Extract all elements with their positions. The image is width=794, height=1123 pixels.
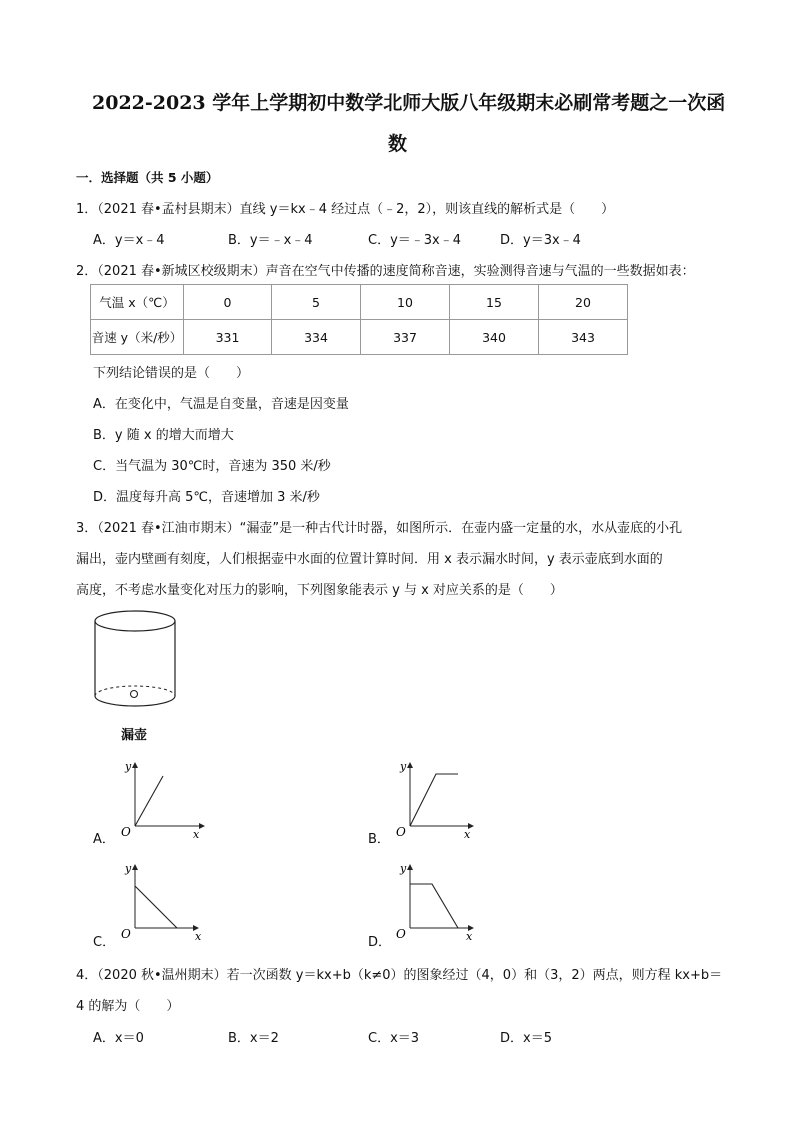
- q3-option-b-label: B．: [368, 832, 390, 847]
- y-axis-label: y: [125, 862, 132, 875]
- q3-graph-c: [113, 858, 213, 942]
- page-title-line2: 数: [388, 133, 408, 155]
- q2-option-d: D．温度每升高 5℃，音速增加 3 米/秒: [93, 490, 320, 505]
- table-cell: 0: [184, 285, 272, 320]
- q2-option-c: C．当气温为 30℃时，音速为 350 米/秒: [93, 459, 331, 474]
- q3-option-d-label: D．: [368, 935, 392, 950]
- section-header: 一．选择题（共 5 小题）: [76, 170, 219, 185]
- q3-option-a-label: A．: [93, 832, 115, 847]
- table-cell: 334: [272, 320, 361, 355]
- table-cell: 331: [184, 320, 272, 355]
- table-cell: 5: [272, 285, 361, 320]
- q2-option-b: B．y 随 x 的增大而增大: [93, 428, 234, 443]
- q2-prompt: 下列结论错误的是（ ）: [93, 366, 250, 381]
- pot-caption: 漏壶: [121, 728, 148, 743]
- q1-option-c: C．y＝﹣3x﹣4: [368, 233, 462, 248]
- table-row: [91, 320, 628, 355]
- question-1-stem: 1．（2021 春•孟村县期末）直线 y＝kx﹣4 经过点（﹣2，2），则该直线的解析式是（ ）: [76, 202, 615, 217]
- q4-option-b: B．x＝2: [228, 1031, 279, 1046]
- y-axis-label: y: [400, 862, 407, 875]
- q4-option-d: D．x＝5: [500, 1031, 552, 1046]
- q4-option-a: A．x＝0: [93, 1031, 144, 1046]
- table-cell: 343: [539, 320, 628, 355]
- table-cell: 15: [450, 285, 539, 320]
- x-axis-label: x: [195, 930, 202, 942]
- origin-label: O: [121, 825, 131, 839]
- table-cell: 音速 y（米/秒）: [91, 320, 184, 355]
- origin-label: O: [396, 825, 406, 839]
- q3-graph-d: [388, 858, 488, 942]
- question-2-stem: 2．（2021 春•新城区校级期末）声音在空气中传播的速度简称音速，实验测得音速与气温的一些数据如表：: [76, 264, 695, 279]
- x-axis-label: x: [193, 828, 200, 840]
- page-title-line1: 2022-2023 学年上学期初中数学北师大版八年级期末必刷常考题之一次函: [92, 92, 726, 114]
- x-axis-label: x: [464, 828, 471, 840]
- y-axis-label: y: [400, 760, 407, 773]
- leaking-pot-figure: [88, 606, 184, 716]
- q2-option-a: A．在变化中，气温是自变量，音速是因变量: [93, 397, 349, 412]
- q1-option-b: B．y＝﹣x﹣4: [228, 233, 313, 248]
- table-cell: 337: [361, 320, 450, 355]
- temperature-speed-table: [90, 284, 628, 355]
- question-4-line2: 4 的解为（ ）: [76, 999, 180, 1014]
- y-axis-label: y: [125, 760, 132, 773]
- origin-label: O: [396, 927, 406, 941]
- table-row: [91, 285, 628, 320]
- question-4-line1: 4．（2020 秋•温州期末）若一次函数 y＝kx+b（k≠0）的图象经过（4，0）和（3，2）两点，则方程 kx+b＝: [76, 968, 723, 983]
- table-cell: 10: [361, 285, 450, 320]
- x-axis-label: x: [466, 930, 473, 942]
- q3-graph-b: [388, 756, 488, 840]
- question-3-line3: 高度，不考虑水量变化对压力的影响，下列图象能表示 y 与 x 对应关系的是（ ）: [76, 583, 563, 598]
- question-3-line2: 漏出，壶内壁画有刻度，人们根据壶中水面的位置计算时间．用 x 表示漏水时间，y 表示壶底到水面的: [76, 552, 663, 567]
- q3-graph-a: [113, 756, 213, 840]
- q1-option-a: A．y＝x﹣4: [93, 233, 165, 248]
- q1-option-d: D．y＝3x﹣4: [500, 233, 581, 248]
- q3-option-c-label: C．: [93, 935, 116, 950]
- table-cell: 340: [450, 320, 539, 355]
- table-cell: 20: [539, 285, 628, 320]
- table-cell: 气温 x（℃）: [91, 285, 184, 320]
- q4-option-c: C．x＝3: [368, 1031, 420, 1046]
- question-3-line1: 3．（2021 春•江油市期末）“漏壶”是一种古代计时器，如图所示．在壶内盛一定量的水，水从壶底的小孔: [76, 521, 683, 536]
- origin-label: O: [121, 927, 131, 941]
